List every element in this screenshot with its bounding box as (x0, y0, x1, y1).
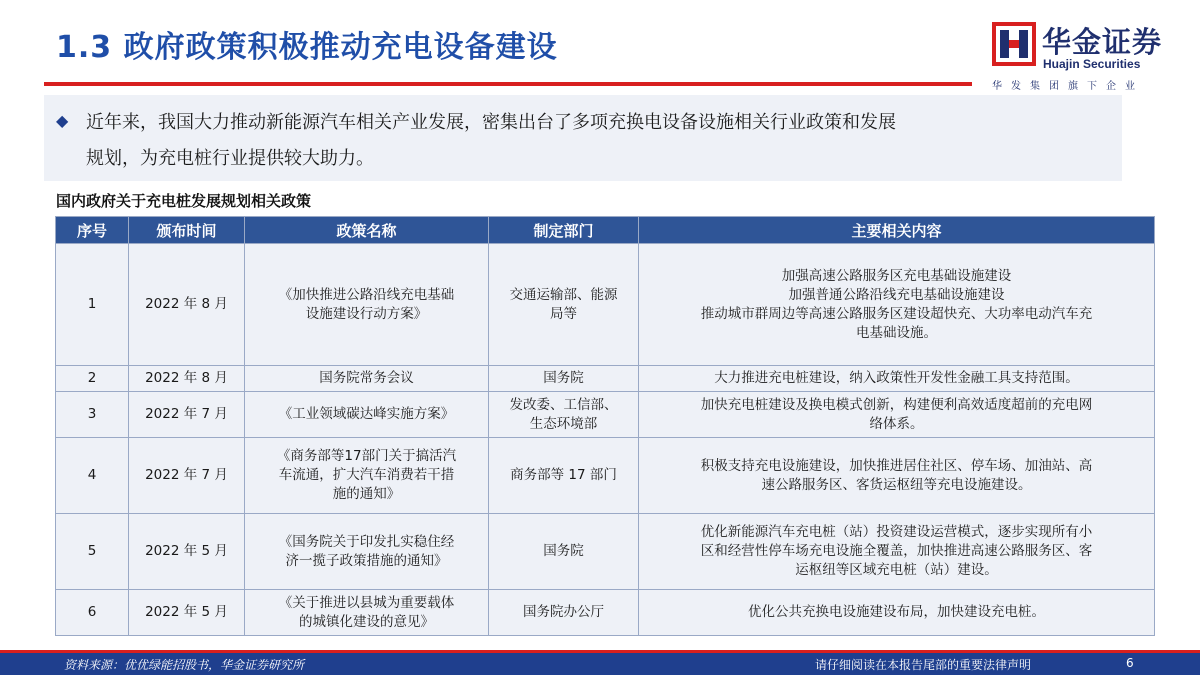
cell-content (639, 438, 1155, 514)
cell-content-line: 络体系。 (869, 415, 924, 432)
cell-content-line: 加快充电桩建设及换电模式创新，构建便利高效适度超前的充电网 (700, 396, 1093, 413)
cell-policy-name (245, 438, 489, 514)
cell-no: 2 (56, 366, 129, 392)
cell-policy-name (245, 590, 489, 636)
table-row (56, 244, 1155, 366)
table-header-row (56, 217, 1155, 244)
cell-date: 2022 年 8 月 (129, 244, 245, 366)
table-row (56, 514, 1155, 590)
cell-policy-name-line: 《关于推进以县城为重要载体 (278, 594, 455, 611)
cell-date: 2022 年 7 月 (129, 438, 245, 514)
cell-policy-name-line: 《加快推进公路沿线充电基础 (278, 286, 455, 303)
diamond-bullet-icon: ◆ (56, 111, 69, 130)
cell-department-line: 国务院 (543, 370, 584, 386)
cell-policy-name-line: 施的通知》 (332, 486, 401, 502)
cell-policy-name-line: 《国务院关于印发扎实稳住经 (278, 533, 455, 550)
footer-source: 资料来源：优优绿能招股书，华金证券研究所 (64, 658, 305, 672)
cell-content-line: 区和经营性停车场充电设施全覆盖，加快推进高速公路服务区、客 (700, 543, 1093, 559)
cell-department (489, 244, 639, 366)
table-row (56, 392, 1155, 438)
table-row (56, 590, 1155, 636)
cell-department-line: 商务部等 17 部门 (510, 467, 617, 483)
cell-content (639, 590, 1155, 636)
page-title: 1.3 政府政策积极推动充电设备建设 (56, 30, 558, 65)
cell-department-line: 生态环境部 (529, 415, 598, 432)
cell-department (489, 438, 639, 514)
cell-department-line: 发改委、工信部、 (509, 396, 618, 413)
cell-content-line: 积极支持充电设施建设，加快推进居住社区、停车场、加油站、高 (700, 457, 1093, 474)
table-row (56, 366, 1155, 392)
cell-department-line: 国务院办公厅 (523, 604, 604, 620)
cell-content-line: 运枢纽等区域充电桩（站）建设。 (795, 562, 998, 578)
header-department: 制定部门 (489, 217, 639, 244)
policy-table (55, 216, 1155, 636)
cell-date: 2022 年 5 月 (129, 514, 245, 590)
cell-content-line: 电基础设施。 (856, 324, 937, 341)
title-underline (44, 82, 972, 86)
cell-content-line: 大力推进充电桩建设，纳入政策性开发性金融工具支持范围。 (714, 370, 1079, 386)
cell-policy-name (245, 392, 489, 438)
header-policy-name: 政策名称 (245, 217, 489, 244)
cell-department-line: 局等 (550, 305, 577, 322)
intro-line-1: 近年来，我国大力推动新能源汽车相关产业发展，密集出台了多项充换电设备设施相关行业政策和发展 (86, 112, 896, 133)
cell-department-line: 国务院 (543, 543, 584, 559)
cell-content (639, 392, 1155, 438)
intro-box (44, 95, 1122, 181)
cell-content (639, 514, 1155, 590)
cell-content-line: 加强普通公路沿线充电基础设施建设 (788, 286, 1005, 303)
cell-no: 1 (56, 244, 129, 366)
cell-content (639, 244, 1155, 366)
huajin-logo-mark-icon (992, 22, 1036, 66)
table-title: 国内政府关于充电桩发展规划相关政策 (56, 192, 312, 210)
cell-date: 2022 年 8 月 (129, 366, 245, 392)
footer-bar (0, 653, 1200, 675)
logo-name-cn: 华金证券 (1042, 25, 1163, 59)
cell-no: 5 (56, 514, 129, 590)
cell-content-line: 加强高速公路服务区充电基础设施建设 (781, 267, 1012, 284)
cell-policy-name-line: 《工业领域碳达峰实施方案》 (278, 406, 455, 422)
cell-policy-name-line: 设施建设行动方案》 (305, 305, 428, 322)
cell-content (639, 366, 1155, 392)
logo-name-en: Huajin Securities (1043, 57, 1141, 71)
cell-department-line: 交通运输部、能源 (509, 286, 618, 303)
cell-date: 2022 年 7 月 (129, 392, 245, 438)
header-content: 主要相关内容 (639, 217, 1155, 244)
cell-policy-name-line: 的城镇化建设的意见》 (299, 613, 434, 630)
cell-policy-name-line: 国务院常务会议 (319, 370, 414, 386)
cell-content-line: 优化公共充换电设施建设布局，加快建设充电桩。 (748, 604, 1045, 620)
header-no: 序号 (56, 217, 129, 244)
cell-policy-name-line: 《商务部等17部门关于搞活汽 (276, 448, 457, 464)
cell-department (489, 366, 639, 392)
header-date: 颁布时间 (129, 217, 245, 244)
cell-date: 2022 年 5 月 (129, 590, 245, 636)
cell-no: 6 (56, 590, 129, 636)
cell-policy-name-line: 济一揽子政策措施的通知》 (285, 552, 448, 569)
logo-tagline: 华发集团旗下企业 (992, 81, 1144, 92)
intro-text (86, 105, 1106, 177)
cell-department (489, 392, 639, 438)
cell-policy-name (245, 366, 489, 392)
footer-legal-notice: 请仔细阅读在本报告尾部的重要法律声明 (815, 658, 1032, 672)
cell-department (489, 514, 639, 590)
cell-content-line: 速公路服务区、客货运枢纽等充电设施建设。 (761, 476, 1032, 493)
cell-no: 3 (56, 392, 129, 438)
page-number: 6 (1126, 656, 1134, 670)
cell-policy-name (245, 514, 489, 590)
cell-policy-name (245, 244, 489, 366)
table-body (56, 244, 1155, 636)
cell-no: 4 (56, 438, 129, 514)
cell-policy-name-line: 车流通，扩大汽车消费若干措 (278, 467, 455, 483)
cell-content-line: 推动城市群周边等高速公路服务区建设超快充、大功率电动汽车充 (700, 305, 1093, 322)
intro-line-2: 规划，为充电桩行业提供较大助力。 (86, 148, 374, 169)
table-row (56, 438, 1155, 514)
cell-department (489, 590, 639, 636)
cell-content-line: 优化新能源汽车充电桩（站）投资建设运营模式，逐步实现所有小 (700, 524, 1093, 540)
company-logo (992, 20, 1172, 92)
